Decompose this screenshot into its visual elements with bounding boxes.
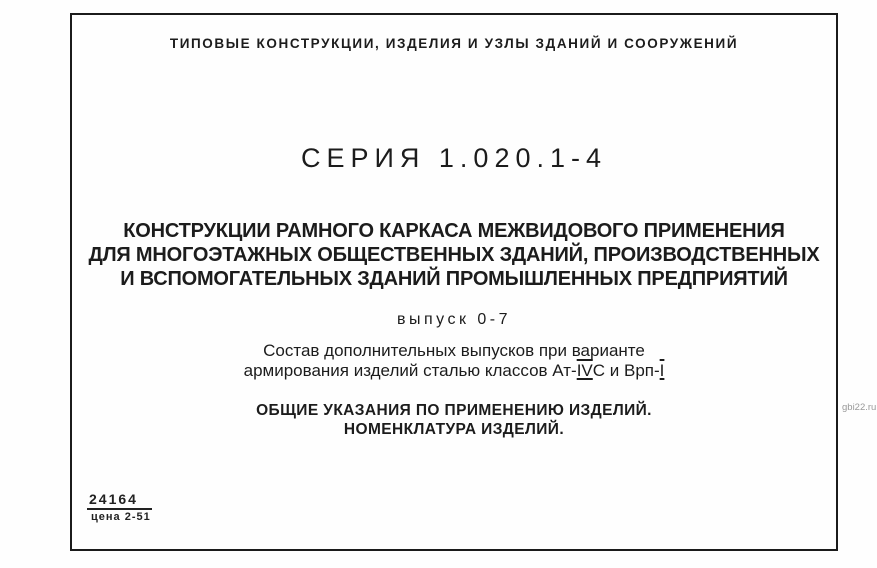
roman-numeral-iv: IV [576, 361, 593, 380]
watermark-text: gbi22.ru [842, 402, 877, 413]
contents-description [72, 401, 836, 439]
variant-description [72, 341, 836, 381]
variant-line-2-mid: С и Врп- [592, 361, 660, 380]
main-title [72, 219, 836, 291]
contents-line-2: НОМЕНКЛАТУРА ИЗДЕЛИЙ. [343, 421, 565, 438]
issue-number: выпуск 0-7 [396, 311, 512, 328]
document-header: ТИПОВЫЕ КОНСТРУКЦИИ, ИЗДЕЛИЯ И УЗЛЫ ЗДАНИЙ И СООРУЖЕНИЙ [169, 36, 739, 51]
price-stamp [87, 491, 152, 523]
variant-line-2-prefix: армирования изделий сталью классов Ат- [243, 361, 577, 380]
stamp-price: цена 2-51 [91, 511, 151, 523]
series-title: СЕРИЯ 1.020.1-4 [300, 143, 607, 173]
main-title-line-3: И ВСПОМОГАТЕЛЬНЫХ ЗДАНИЙ ПРОМЫШЛЕННЫХ ПРЕДПРИЯТИЙ [120, 268, 788, 290]
contents-line-1: ОБЩИЕ УКАЗАНИЯ ПО ПРИМЕНЕНИЮ ИЗДЕЛИЙ. [256, 402, 652, 419]
main-title-line-2: ДЛЯ МНОГОЭТАЖНЫХ ОБЩЕСТВЕННЫХ ЗДАНИЙ, ПРОИЗВОДСТВЕННЫХ [88, 244, 820, 266]
main-title-line-1: КОНСТРУКЦИИ РАМНОГО КАРКАСА МЕЖВИДОВОГО ПРИМЕНЕНИЯ [123, 220, 785, 242]
variant-line-1: Состав дополнительных выпусков при варианте [263, 341, 645, 360]
stamp-number: 24164 [87, 491, 152, 510]
roman-numeral-i: I [659, 361, 665, 380]
variant-line-2 [72, 361, 836, 381]
